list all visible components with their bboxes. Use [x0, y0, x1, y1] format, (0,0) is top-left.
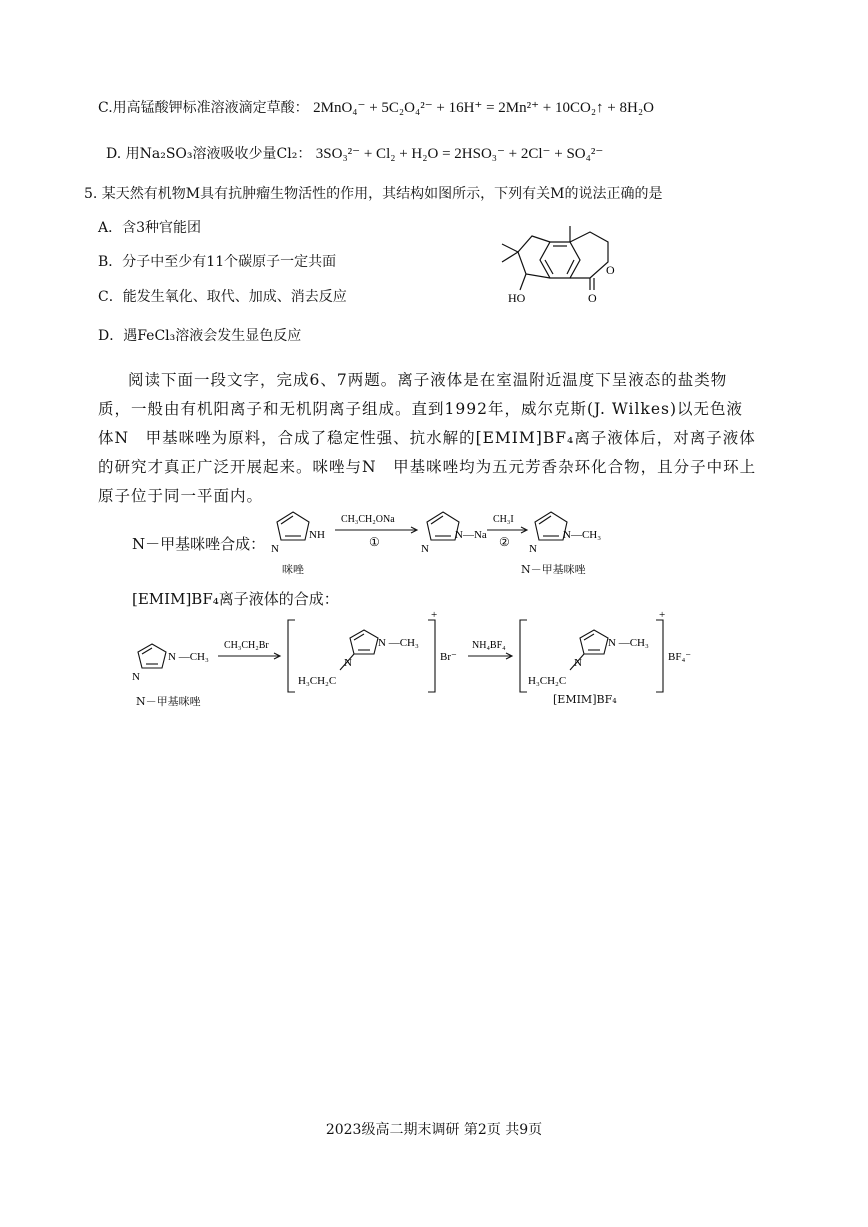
option-c-equation: 2MnO₄⁻ + 5C₂O₄²⁻ + 16H⁺ = 2Mn²⁺ + 10CO₂↑ + 8H₂O — [313, 100, 654, 116]
passage-text: 阅读下面一段文字，完成6、7两题。离子液体是在室温附近温度下呈液态的盐类物质，一般由有机阳离子和无机阴离子组成。直到1992年，威尔克斯(J. Wilkes)以无色液体N 甲基咪唑为原料，合成了稳定性强、抗水解的[EMIM]BF₄离子液体后，对离子液体的研究才真正广泛开展起来。咪唑与N 甲基咪唑均为五元芳香杂环化合物，且分子中环上原子位于同一平面内。 — [98, 371, 757, 505]
scheme2-title: [EMIM]BF₄离子液体的合成： — [132, 590, 339, 608]
reagent-ethyl-bromide: CH₃CH₂Br — [224, 640, 269, 651]
s1-nh-label: NH — [309, 529, 325, 541]
prod-ethyl-label: H₃CH₂C — [528, 675, 567, 687]
prod-nme-label: N —CH₃ — [608, 637, 649, 649]
start-nme-label: N —CH₃ — [168, 651, 209, 663]
label-emim-bf4: [EMIM]BF₄ — [553, 693, 617, 706]
scheme1-title: N－甲基咪唑合成： — [132, 535, 266, 553]
int-nme-label: N —CH₃ — [378, 637, 419, 649]
start-n-label: N — [132, 671, 140, 683]
option-d — [106, 143, 603, 163]
q5-option-d[interactable]: D．遇FeCl₃溶液会发生显色反应 — [98, 328, 302, 344]
option-c — [98, 97, 654, 117]
anion-bf4: BF₄⁻ — [668, 651, 692, 663]
ring-o-label: O — [606, 263, 615, 277]
option-c-label: C.用高锰酸钾标准溶液滴定草酸： — [98, 100, 309, 116]
page-footer: 2023级高二期末调研 第2页 共9页 — [325, 1122, 543, 1138]
reading-passage — [98, 366, 758, 511]
option-d-equation: 3SO₃²⁻ + Cl₂ + H₂O = 2HSO₃⁻ + 2Cl⁻ + SO₄²⁻ — [315, 146, 604, 162]
q5-stem: 5. 某天然有机物M具有抗肿瘤生物活性的作用，其结构如图所示，下列有关M的说法正确的是 — [84, 186, 663, 202]
int-n-label: N — [344, 657, 352, 669]
reagent-ethoxide: CH₃CH₂ONa — [341, 514, 395, 525]
s2-n-label: N — [421, 543, 429, 555]
s3-n-label: N — [529, 543, 537, 555]
reagent-methyl-iodide: CH₃I — [493, 514, 514, 525]
label-n-methylimidazole: N－甲基咪唑 — [521, 563, 586, 576]
label-imidazole: 咪唑 — [282, 563, 304, 576]
charge-plus-1: + — [431, 609, 438, 621]
compound-m-structure — [490, 222, 640, 332]
label-start-nmi: N－甲基咪唑 — [136, 695, 201, 708]
int-ethyl-label: H₃CH₂C — [298, 675, 337, 687]
reagent-ammonium-bf4: NH₄BF₄ — [472, 640, 506, 651]
step2-label: ② — [499, 535, 510, 549]
charge-plus-2: + — [659, 609, 666, 621]
s3-nme-label: N—CH₃ — [563, 529, 602, 541]
step1-label: ① — [369, 535, 380, 549]
prod-n-label: N — [574, 657, 582, 669]
anion-bromide: Br⁻ — [440, 651, 457, 663]
oh-label: HO — [508, 291, 526, 305]
s1-n-label: N — [271, 543, 279, 555]
scheme2-diagram — [130, 608, 710, 718]
carbonyl-o-label: O — [588, 291, 597, 305]
q5-option-a[interactable]: A．含3种官能团 — [98, 220, 202, 236]
q5-option-b[interactable]: B．分子中至少有11个碳原子一定共面 — [98, 254, 337, 270]
s2-nna-label: N—Na — [455, 529, 487, 541]
q5-option-c[interactable]: C．能发生氧化、取代、加成、消去反应 — [98, 289, 347, 305]
option-d-label: D. 用Na₂SO₃溶液吸收少量Cl₂： — [106, 146, 312, 162]
